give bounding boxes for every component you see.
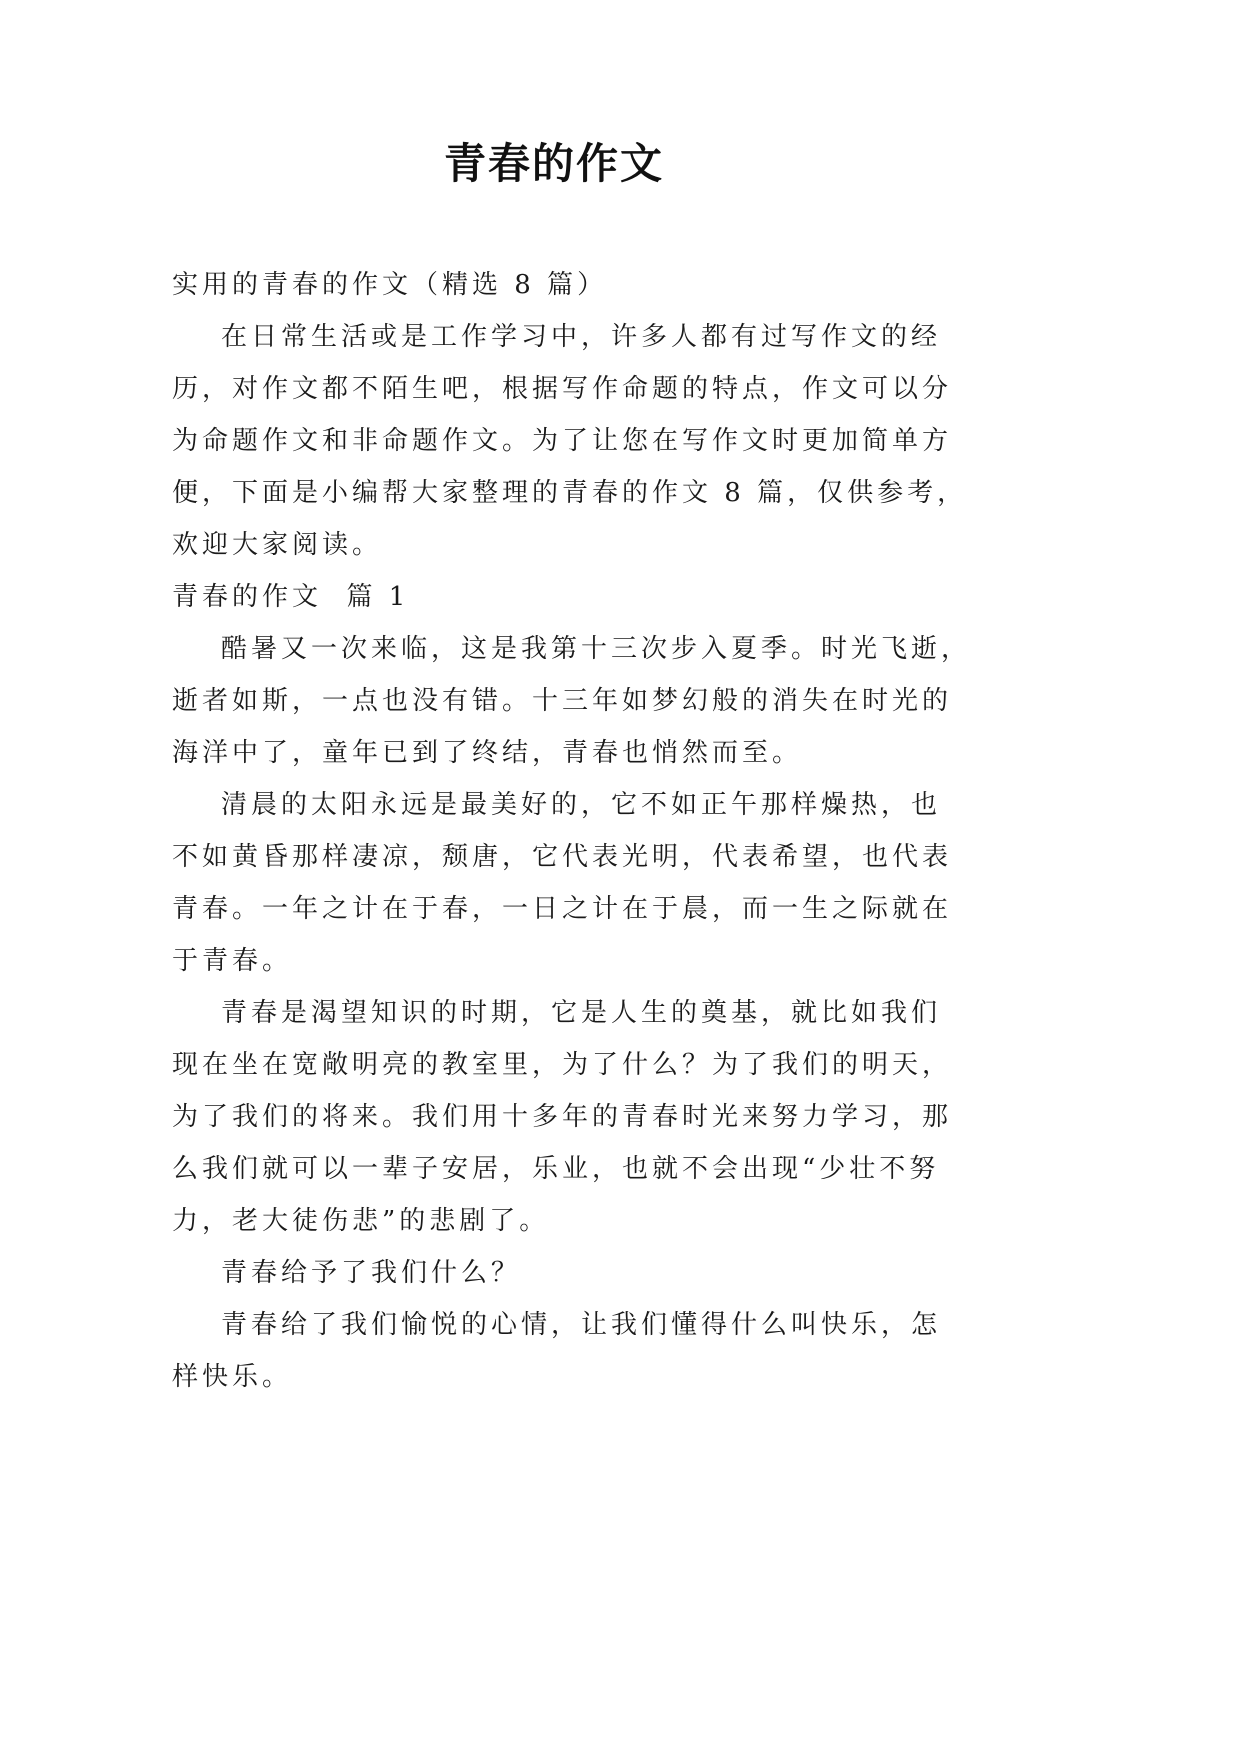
text-line: 为了我们的将来。我们用十多年的青春时光来努力学习，那 [172, 1102, 953, 1132]
document-title: 青春的作文 [443, 139, 664, 188]
text-line: 为命题作文和非命题作文。为了让您在写作文时更加简单方 [172, 426, 953, 456]
section-heading: 青春的作文 篇 1 [172, 582, 410, 612]
text-line: 欢迎大家阅读。 [172, 530, 383, 560]
text-line: 力，老大徒伤悲”的悲剧了。 [172, 1206, 550, 1236]
text-line: 现在坐在宽敞明亮的教室里，为了什么？为了我们的明天， [172, 1050, 953, 1080]
text-line: 海洋中了，童年已到了终结，青春也悄然而至。 [172, 738, 803, 768]
text-line: 实用的青春的作文（精选 8 篇） [172, 270, 608, 300]
text-line: 在日常生活或是工作学习中，许多人都有过写作文的经 [172, 322, 942, 352]
text-line: 逝者如斯，一点也没有错。十三年如梦幻般的消失在时光的 [172, 686, 953, 716]
text-line: 青春是渴望知识的时期，它是人生的奠基，就比如我们 [172, 998, 942, 1028]
text-line: 青春。一年之计在于春，一日之计在于晨，而一生之际就在 [172, 894, 953, 924]
text-line: 便，下面是小编帮大家整理的青春的作文 8 篇，仅供参考， [172, 478, 968, 508]
text-line: 样快乐。 [172, 1362, 293, 1392]
text-line: 青春给了我们愉悦的心情，让我们懂得什么叫快乐，怎 [172, 1310, 942, 1340]
document-body [172, 259, 972, 1403]
text-line: 酷暑又一次来临，这是我第十三次步入夏季。时光飞逝， [172, 634, 972, 664]
text-line: 历，对作文都不陌生吧，根据写作命题的特点，作文可以分 [172, 374, 953, 404]
text-line: 清晨的太阳永远是最美好的，它不如正午那样燥热，也 [172, 790, 942, 820]
text-line: 于青春。 [172, 946, 293, 976]
text-line: 不如黄昏那样凄凉，颓唐，它代表光明，代表希望，也代表 [172, 842, 953, 872]
text-line: 么我们就可以一辈子安居，乐业，也就不会出现“少壮不努 [172, 1154, 940, 1184]
text-line: 青春给予了我们什么？ [172, 1258, 522, 1288]
